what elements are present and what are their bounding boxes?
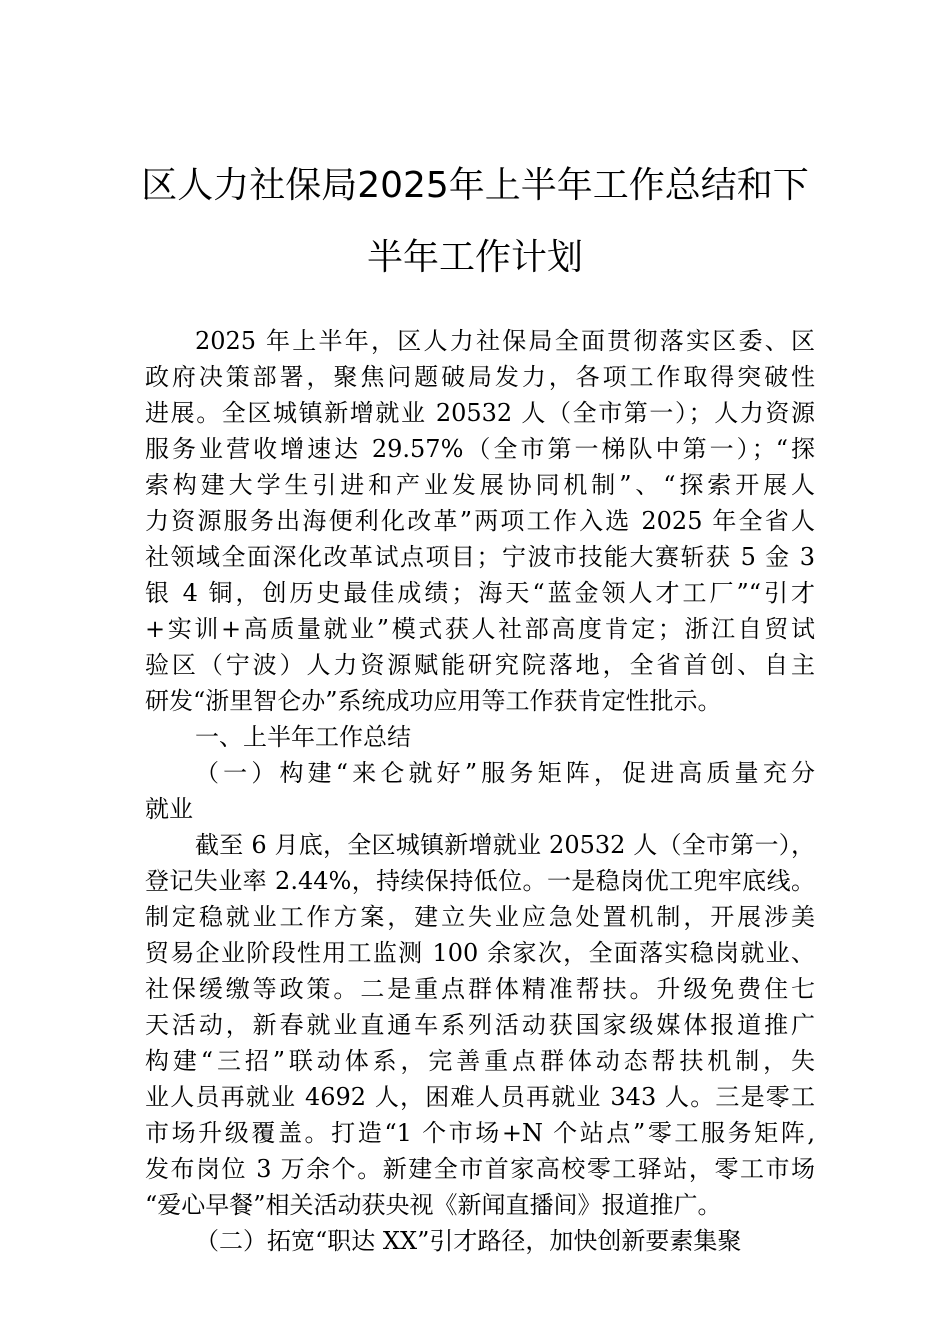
body-text-line: 社领域全面深化改革试点项目；宁波市技能大赛斩获 5 金 3 <box>145 543 815 571</box>
document-title-line-1: 区人力社保局2025年上半年工作总结和下 <box>141 165 809 206</box>
body-text-line: 服务业营收增速达 29.57%（全市第一梯队中第一）；“探 <box>145 435 815 463</box>
body-text-line: 2025 年上半年，区人力社保局全面贯彻落实区委、区 <box>195 327 815 355</box>
body-text-line: 研发“浙里智仑办”系统成功应用等工作获肯定性批示。 <box>145 687 722 715</box>
body-text-line: 政府决策部署，聚焦问题破局发力，各项工作取得突破性 <box>145 363 815 391</box>
body-text-line: 构建“三招”联动体系，完善重点群体动态帮扶机制，失 <box>145 1047 815 1075</box>
body-text-line: 贸易企业阶段性用工监测 100 余家次，全面落实稳岗就业、 <box>145 939 815 967</box>
document-body <box>145 323 815 1259</box>
body-text-line: 银 4 铜，创历史最佳成绩；海天“蓝金领人才工厂”“引才 <box>145 579 815 607</box>
body-text-line: 登记失业率 2.44%，持续保持低位。一是稳岗优工兜牢底线。 <box>145 867 815 895</box>
body-text-line: 索构建大学生引进和产业发展协同机制”、“探索开展人 <box>145 471 815 499</box>
body-text-line: 发布岗位 3 万余个。新建全市首家高校零工驿站，零工市场 <box>145 1155 815 1183</box>
body-text-line: （二）拓宽“职达 XX”引才路径，加快创新要素集聚 <box>195 1227 742 1255</box>
body-text-line: 天活动，新春就业直通车系列活动获国家级媒体报道推广 <box>145 1011 815 1039</box>
body-text-line: 验区（宁波）人力资源赋能研究院落地，全省首创、自主 <box>145 651 815 679</box>
body-text-line: 就业 <box>145 795 193 823</box>
body-text-line: 进展。全区城镇新增就业 20532 人（全市第一）；人力资源 <box>145 399 815 427</box>
body-text-line: 业人员再就业 4692 人，困难人员再就业 343 人。三是零工 <box>145 1083 815 1111</box>
body-text-line: 截至 6 月底，全区城镇新增就业 20532 人（全市第一）， <box>195 831 815 859</box>
body-text-line: 制定稳就业工作方案，建立失业应急处置机制，开展涉美 <box>145 903 815 931</box>
body-text-line: “爱心早餐”相关活动获央视《新闻直播间》报道推广。 <box>145 1191 722 1219</box>
body-text-line: 一、上半年工作总结 <box>195 723 411 751</box>
body-text-line: 社保缓缴等政策。二是重点群体精准帮扶。升级免费住七 <box>145 975 815 1003</box>
body-text-line: 市场升级覆盖。打造“1 个市场+N 个站点”零工服务矩阵, <box>145 1119 815 1147</box>
document-title-line-2: 半年工作计划 <box>366 237 583 278</box>
body-text-line: 力资源服务出海便利化改革”两项工作入选 2025 年全省人 <box>145 507 815 535</box>
body-text-line: +实训+高质量就业”模式获人社部高度肯定；浙江自贸试 <box>145 615 815 643</box>
body-text-line: （一）构建“来仑就好”服务矩阵，促进高质量充分 <box>195 759 815 787</box>
